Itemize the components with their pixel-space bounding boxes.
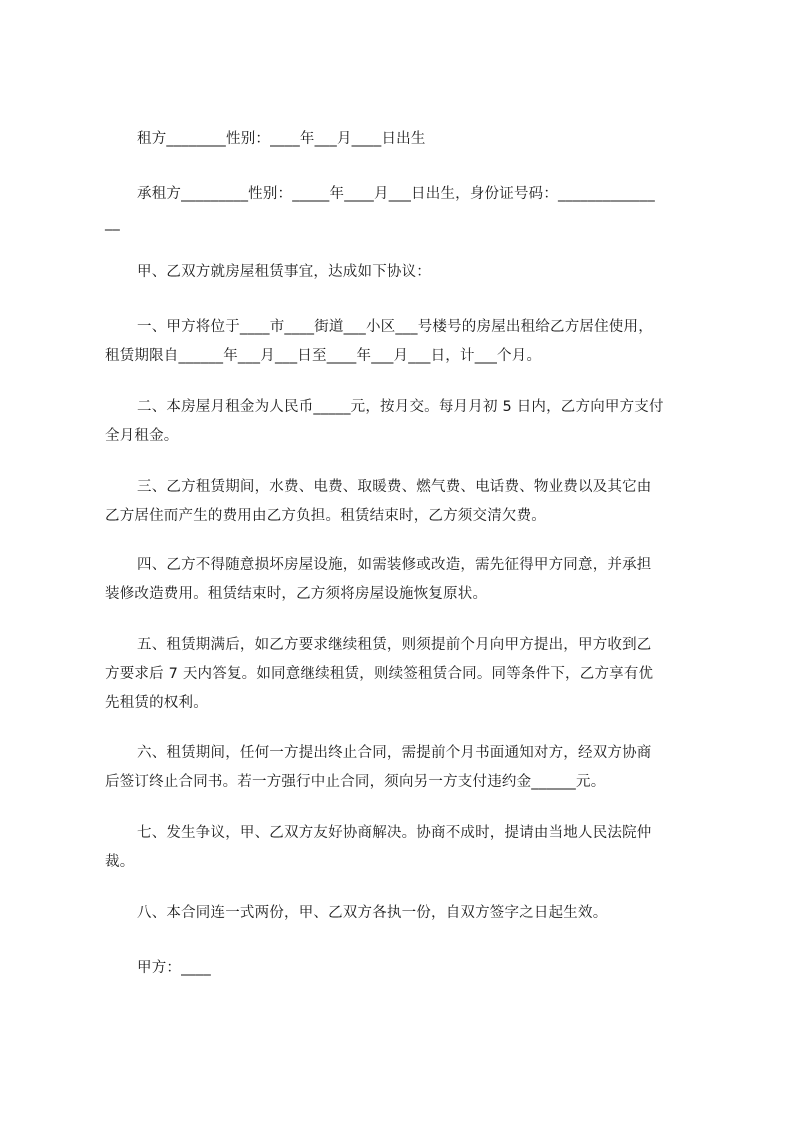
clause-4-line-2: 装修改造费用。租赁结束时，乙方须将房屋设施恢复原状。 <box>105 586 488 602</box>
clause-5-line-1: 五、租赁期满后，如乙方要求继续租赁，则须提前个月向甲方提出，甲方收到乙 <box>137 637 652 653</box>
clause-7 <box>105 819 705 877</box>
clause-5 <box>105 631 705 718</box>
tenant-info-text: 承租方_________性别：_____年____月___日出生，身份证号码：_____________ <box>137 186 655 202</box>
agreement-intro-text: 甲、乙双方就房屋租赁事宜，达成如下协议： <box>137 264 431 280</box>
clause-6-line-2: 后签订终止合同书。若一方强行中止合同，须向另一方支付违约金______元。 <box>105 774 606 790</box>
clause-1-line-2: 租赁期限自______年___月___日至____年___月___日，计___个月。 <box>105 348 542 364</box>
clause-2 <box>105 393 705 451</box>
clause-3-line-2: 乙方居住而产生的费用由乙方负担。租赁结束时，乙方须交清欠费。 <box>105 508 546 524</box>
signature-line <box>105 954 705 983</box>
clause-1-line-1: 一、甲方将位于____市____街道___小区___号楼号的房屋出租给乙方居住使用， <box>137 319 653 335</box>
clause-7-line-1: 七、发生争议，甲、乙双方友好协商解决。协商不成时，提请由当地人民法院仲 <box>137 825 652 841</box>
clause-5-line-3: 先租赁的权利。 <box>105 695 208 711</box>
clause-1 <box>105 313 705 371</box>
clause-2-line-2: 全月租金。 <box>105 428 179 444</box>
clause-8-line-1: 八、本合同连一式两份，甲、乙双方各执一份，自双方签字之日起生效。 <box>137 905 608 921</box>
clause-2-line-1: 二、本房屋月租金为人民币_____元，按月交。每月月初 5 日内，乙方向甲方支付 <box>137 399 664 415</box>
tenant-info-block <box>105 180 705 238</box>
landlord-info-line <box>105 125 705 154</box>
clause-6 <box>105 739 705 797</box>
clause-4 <box>105 551 705 609</box>
agreement-intro <box>105 258 705 287</box>
clause-5-line-2: 方要求后 7 天内答复。如同意继续租赁，则续签租赁合同。同等条件下，乙方享有优 <box>105 666 654 682</box>
tenant-info-continuation: __ <box>105 215 120 231</box>
clause-4-line-1: 四、乙方不得随意损坏房屋设施，如需装修或改造，需先征得甲方同意，并承担 <box>137 557 652 573</box>
clause-8 <box>105 899 705 928</box>
landlord-info-text: 租方________性别：____年___月____日出生 <box>137 131 426 147</box>
clause-3 <box>105 473 705 531</box>
clause-3-line-1: 三、乙方租赁期间，水费、电费、取暖费、燃气费、电话费、物业费以及其它由 <box>137 479 652 495</box>
party-a-signature-label: 甲方：____ <box>137 960 211 976</box>
clause-7-line-2: 裁。 <box>105 854 135 870</box>
clause-6-line-1: 六、租赁期间，任何一方提出终止合同，需提前个月书面通知对方，经双方协商 <box>137 745 652 761</box>
